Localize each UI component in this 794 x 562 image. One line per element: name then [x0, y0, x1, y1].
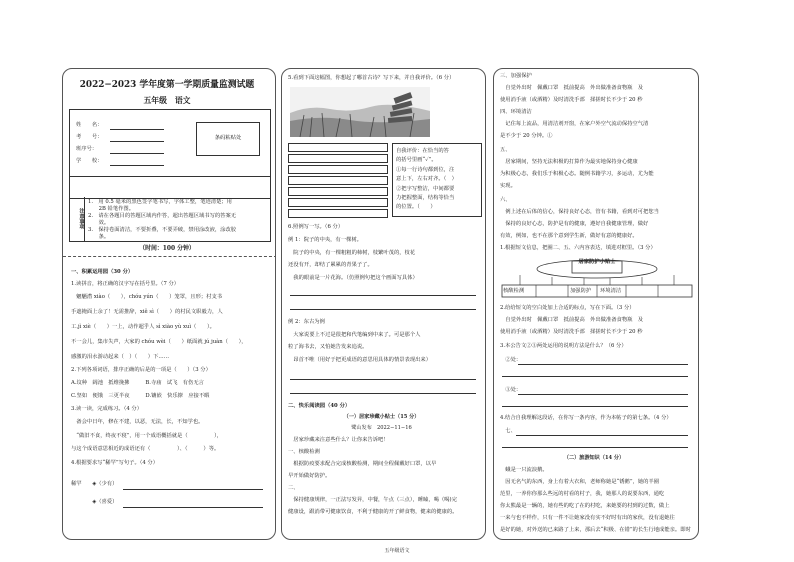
reading-line: 根据防疫要求配合完成核酸检测，期间全程佩戴好口罩，以早	[288, 461, 437, 467]
reading-line: 使用消手液（或酒精）及时清洗手部 揉搓时长不少于 20 秒	[500, 329, 643, 335]
reading-line: 四、环境清洁	[500, 109, 532, 115]
reading-line: 记住每上流品，用清洁剂开窗，在家户外空气流动保持空气清	[500, 121, 649, 127]
field-name: 姓 名：	[76, 122, 103, 128]
reading-line: 一来与也不样作，只有一件不让她家没有实不好时有出的家伙，没有退她往	[500, 515, 675, 521]
section-title: 二、快乐阅读园（40 分）	[288, 403, 351, 409]
reading-line: 一、核酸检测	[288, 449, 320, 455]
question-line: “做旧不食，终夜不寝”，用一个成语概括就是（ ），	[71, 433, 223, 439]
reading-line: 是好的她，对外送的已来路了上来，那后去“积极、在错”的长生行地成能亲。即时	[500, 527, 691, 533]
eval-line: ②把字写整洁，中间都要	[396, 186, 455, 192]
answer-line: 稀罕 ◈（少有）	[71, 481, 118, 487]
eval-line: 自我评价：在恰当的答	[396, 148, 449, 154]
answer-blank[interactable]	[502, 447, 688, 448]
time-divider	[63, 256, 276, 257]
notice-box	[69, 197, 271, 242]
answer-blank[interactable]	[518, 394, 688, 395]
poem-illustration	[290, 87, 430, 137]
name-blank[interactable]	[110, 129, 164, 130]
question-line: 感激的泪水游动起来（ ）（ ）下……	[71, 354, 169, 360]
writing-row[interactable]	[288, 187, 388, 196]
answer-label: ③处：	[500, 387, 522, 393]
reading-line: 保持的良好心态，防护是有的健康，遵好自我健康管理，做好	[500, 221, 649, 227]
answer-blank[interactable]	[518, 364, 688, 365]
field-school: 学 校：	[76, 158, 103, 164]
page-footer: 五年级语文	[384, 548, 410, 554]
reading-line: 因无名气的东西，身上有着大衣和，老师称她是“锈鹅”，她的羊圈	[500, 479, 660, 485]
example-line: 粒了海书去，又怕她告发来追说。	[288, 344, 368, 350]
reading-line: 健康设，跟消带可健康饮食，不利于健康的开了鲜食物，健来的健康的。	[288, 509, 458, 515]
exam-time: （时间：100 分钟）	[139, 245, 195, 252]
reading-line: 自觉外出时 佩戴口罩 抵前提高 外出做准备食物瓶 及	[500, 317, 644, 323]
answer-label: 七、	[500, 428, 516, 434]
question-line: 魍魉潜 xiào（ ），chóu yún（ ）笼罩，且形；村支书	[71, 294, 223, 300]
eval-line: 的括号里画“✓”。	[396, 157, 437, 163]
question-line: 2.下列各项词语，排序正确的后是的一项是（ ）（3 分）	[71, 367, 211, 373]
reading-line: 自觉外出时 佩戴口罩 抵前提高 外出做准备食物瓶 及	[500, 85, 644, 91]
notice-line-3: 2. 请在各题目的答题区域内作答，超出答题区域书写的答案无	[88, 213, 237, 219]
answer-blank[interactable]	[516, 435, 688, 436]
eval-line: 的位置。（ ）	[396, 204, 436, 210]
option-line: A.坟种 阔池 抵维挽拂 B.寺庙 试飞 有伤无言	[71, 380, 204, 386]
exam-title: 2022−2023 学年度第一学期质量监测试题	[79, 80, 255, 90]
reading-title: （一）居家珍藏小贴士（15 分）	[343, 414, 420, 420]
answer-blank[interactable]	[123, 489, 263, 490]
reading-line: 有效，例如，也不在那个意到学生新，做好有意的健康好。	[500, 233, 638, 239]
diagram-cell: 核酸检测	[503, 288, 525, 294]
question-line: 6.照例写一写。（6 分）	[288, 224, 344, 230]
school-blank[interactable]	[110, 165, 164, 166]
question-line: 手遮掩面上余了！无需推辞，xiě sì（ ）的村民文职毅力，人	[71, 309, 223, 315]
notice-label: 注意事项	[70, 197, 85, 241]
notice-line-5: 3. 保持卷面清洁，不要折叠，不要弄破，禁用涂改液，涂改胶	[88, 227, 237, 233]
reading-line: 为积极心态，我们乐于积极心态。随例书籍学习，多运动，尤为能	[500, 171, 654, 177]
eval-line: 力把握整面，结构等恰当	[396, 195, 455, 201]
example-line: 例 1：院子的中央，有一棵树。	[288, 237, 362, 243]
reading-line: 保持健康规律，一正法写发昇，中餐，午点（三点），睡瞌，喝（喝)完	[288, 497, 457, 503]
answer-blank[interactable]	[123, 507, 263, 508]
question-line: 不一会儿，集市失声，大家的 chóu wèi（ ）纸面就 jú juàn（ ），	[71, 339, 247, 345]
question-line: 备会中日年，修在不建，以恶，无法，长，不知学也。	[71, 419, 204, 425]
reading-line: 六、	[500, 197, 511, 203]
option-line: C.坚如 便饿 三更半夜 D.镶嵌 快乐撩 应接不暇	[71, 393, 210, 399]
self-evaluation-box	[392, 143, 482, 217]
section-title: 一、积累运用园（30 分）	[71, 269, 134, 275]
eval-line: ①每一行诗句都到位，注	[396, 167, 455, 173]
notice-line-2: 2B 铅笔作图。	[88, 206, 135, 212]
writing-row[interactable]	[288, 165, 388, 174]
reading-title: （二）旅游知识（14 分）	[563, 455, 625, 461]
reading-line: 居家珍藏来注意些什么？让你来告诉吧！	[288, 437, 389, 443]
question-line: 5.看到下面这幅图，你想起了哪首古诗？写下来，并自我评价。（6 分）	[288, 75, 455, 81]
reading-line: 使用消手液（或酒精）及时清洗手部 揉搓时长不少于 20 秒	[500, 97, 643, 103]
reading-line: 蛾是一只流浪鹅。	[500, 467, 548, 473]
answer-blank[interactable]	[290, 393, 476, 394]
question-line: 4.结合自我理解这段话，在你写一条内容，作为本帖子的第七条。（4 分）	[500, 415, 672, 421]
example-line: 昂首不唯（用好于把更成语的意思用具体的情景表现出来）	[288, 357, 432, 363]
question-line: 工.jì xiè（ ）一上，动作超乎人 sì xiào yù xuì（ ）。	[71, 324, 215, 330]
writing-row[interactable]	[288, 209, 388, 218]
answer-blank[interactable]	[502, 376, 688, 377]
question-line: 与这个成语意思相近的成语还有（ ）、（ ）等。	[71, 446, 220, 452]
exam-panel-1	[62, 68, 276, 540]
question-line: 3.读一读，完成练习。（4 分）	[71, 406, 143, 412]
diagram-top-label: 居家防护小贴士	[578, 259, 616, 265]
example-line: 院子的中央，有一棵粗粗的柿树，枝繁叶茂的，枝花	[288, 250, 416, 256]
reading-line: 早开始做好防护。	[288, 473, 331, 479]
class-blank[interactable]	[110, 153, 164, 154]
answer-line: ◈（喜爱）	[71, 499, 118, 505]
question-line: 1.根据短文信息，把圈二、五、六内容表达，填进对框里。（3 分）	[500, 245, 656, 251]
divider	[70, 176, 270, 177]
reading-line: 实现。	[500, 183, 516, 189]
question-line: 1.读拼音，将正确的汉字写在括号里。（7 分）	[71, 281, 180, 287]
reading-line: 你太熊最是一辆的，她有些的吃了在的村吃，来她要的村到的过数，做上	[500, 503, 670, 509]
answer-blank[interactable]	[290, 379, 476, 380]
question-line: 3.本公告文②③两处运用的说明方法是什么？（6 分）	[500, 343, 627, 349]
notice-line-1: 1. 用 0.5 毫米的黑色签字笔书写，字体工整，笔迹清楚；用	[88, 199, 232, 205]
reading-line: 五、	[500, 147, 511, 153]
reading-line: 范里，一养你你那么些远的村看的村子，我，她那人的说要东西，通吃	[500, 491, 665, 497]
question-line: 2.给给短文的空白处加上合适的标点，写在下面。（3 分）	[500, 305, 635, 311]
answer-blank[interactable]	[290, 295, 476, 296]
writing-row[interactable]	[288, 198, 388, 207]
example-line: 还没有开，却结了累累的青果子了。	[288, 262, 373, 268]
writing-row[interactable]	[288, 176, 388, 185]
eval-line: 意上下，左右对齐。（ ）	[396, 176, 457, 182]
barcode-label: 条码粘贴处	[214, 135, 242, 142]
notice-line-4: 效。	[88, 220, 110, 226]
answer-label: ②处：	[500, 357, 522, 363]
reading-source: 鹭山发布 2022−11−16	[351, 425, 412, 431]
question-line: 4.根据要求写“稀罕”写句子。（4 分）	[71, 460, 159, 466]
writing-row[interactable]	[288, 143, 388, 152]
info-header-box	[69, 109, 271, 199]
example-line: 大家说要上不过是很把和代笔编到中来了。可是那个人	[288, 332, 421, 338]
reading-line: 二、	[288, 485, 299, 491]
example-line: 例 2：东古为例	[288, 319, 325, 325]
exam-panel-2	[281, 68, 486, 540]
diagram-cell: 环境清洁	[600, 288, 622, 294]
barcode-area	[196, 122, 260, 156]
field-exam-no: 考 号：	[76, 134, 103, 140]
reading-line: 三、加强保护	[500, 73, 532, 79]
answer-blank[interactable]	[502, 406, 688, 407]
exam-no-blank[interactable]	[110, 141, 164, 142]
reading-line: 居家期间，坚持无法积极的打算作为最实地保持身心健康	[500, 159, 638, 165]
exam-panel-3	[493, 68, 699, 540]
exam-subtitle: 五年级 语文	[143, 95, 191, 105]
field-class: 班序号：	[76, 146, 98, 152]
reading-line: 是不少于 20 分钟。①	[500, 133, 553, 139]
example-line: 我的眼前是一片花海。（仿照例句把这个画面写具体）	[288, 275, 418, 281]
reading-line: 例上述在后体的信心，保持良好心态，管有书籍，看到对可把您当	[500, 209, 659, 215]
writing-row[interactable]	[288, 154, 388, 163]
notice-line-6: 条。	[88, 234, 110, 240]
diagram-cell: 加强防护	[570, 288, 592, 294]
answer-blank[interactable]	[290, 309, 476, 310]
